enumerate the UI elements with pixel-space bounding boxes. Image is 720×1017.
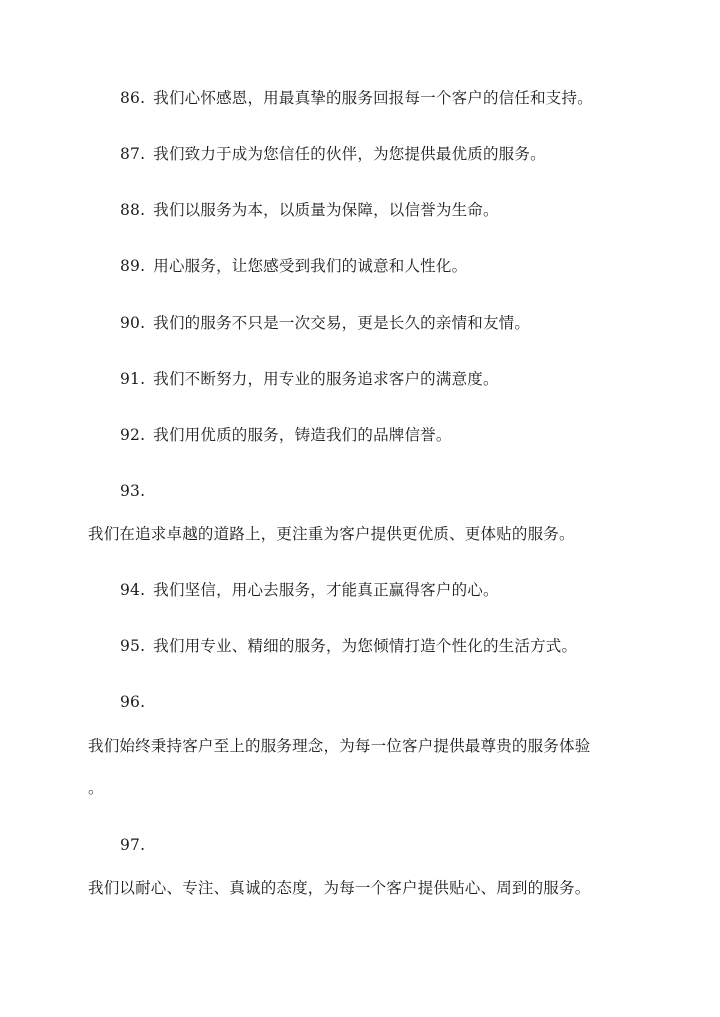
list-item [120,425,452,445]
item-text: 我们以耐心、专注、真诚的态度，为每一个客户提供贴心、周到的服务。 [88,879,591,897]
item-number: 94. [120,581,146,599]
item-text: 我们不断努力，用专业的服务追求客户的满意度。 [153,370,499,388]
list-item [120,636,577,656]
item-text: 我们用专业、精细的服务，为您倾情打造个性化的生活方式。 [153,637,578,655]
list-item [120,88,593,108]
item-number: 90. [120,314,146,332]
list-item [120,200,499,220]
item-text-continuation: 。 [88,779,104,797]
item-text: 我们的服务不只是一次交易，更是长久的亲情和友情。 [153,314,531,332]
item-text: 我们坚信，用心去服务，才能真正赢得客户的心。 [153,581,499,599]
item-text: 我们致力于成为您信任的伙伴，为您提供最优质的服务。 [153,145,546,163]
item-text: 我们在追求卓越的道路上，更注重为客户提供更优质、更体贴的服务。 [88,525,575,543]
list-item [120,369,499,389]
item-text: 用心服务，让您感受到我们的诚意和人性化。 [153,257,468,275]
item-number: 91. [120,370,146,388]
list-item [120,256,467,276]
item-number: 92. [120,426,146,444]
list-item [120,580,499,600]
item-number: 97. [120,836,146,854]
item-number: 96. [120,693,146,711]
list-item [120,313,530,333]
item-text: 我们以服务为本，以质量为保障，以信誉为生命。 [153,201,499,219]
item-text: 我们心怀感恩，用最真挚的服务回报每一个客户的信任和支持。 [153,89,593,107]
item-number: 95. [120,637,146,655]
item-text: 我们始终秉持客户至上的服务理念，为每一位客户提供最尊贵的服务体验 [88,737,591,755]
list-item [120,144,546,164]
item-number: 86. [120,89,146,107]
item-text: 我们用优质的服务，铸造我们的品牌信誉。 [153,426,452,444]
item-number: 87. [120,145,146,163]
item-number: 88. [120,201,146,219]
item-number: 93. [120,482,146,500]
item-number: 89. [120,257,146,275]
